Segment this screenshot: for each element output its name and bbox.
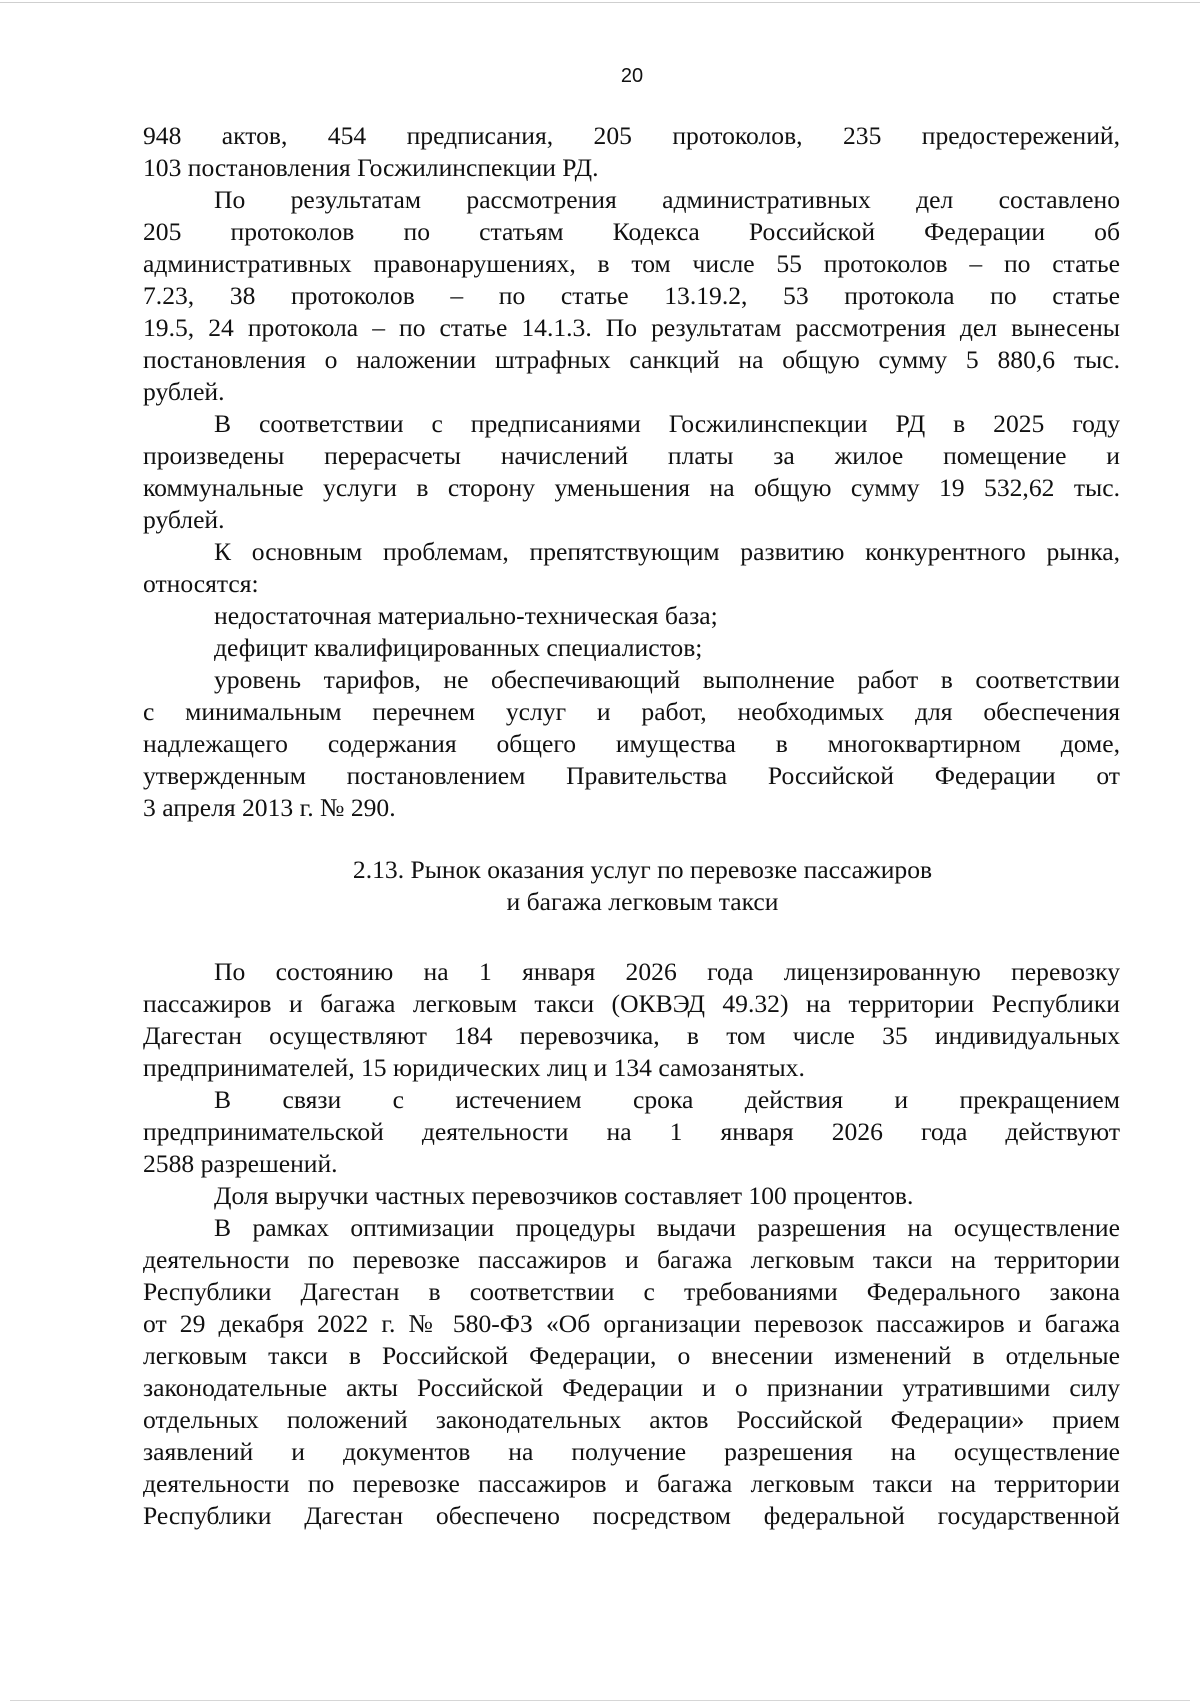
- body-line: рублей.: [143, 505, 225, 534]
- body-line: утвержденным постановлением Правительства Российской Федерации от: [143, 761, 1120, 790]
- body-line: 19.5, 24 протокола – по статье 14.1.3. По результатам рассмотрения дел вынесены: [143, 313, 1120, 342]
- body-line: По результатам рассмотрения административных дел составлено: [214, 185, 1120, 214]
- body-line: По состоянию на 1 января 2026 года лицензированную перевозку: [214, 957, 1120, 986]
- section-heading-line: 2.13. Рынок оказания услуг по перевозке пассажиров: [352, 855, 933, 884]
- body-line: деятельности по перевозке пассажиров и багажа легковым такси на территории: [143, 1469, 1120, 1498]
- body-line: В соответствии с предписаниями Госжилинспекции РД в 2025 году: [214, 409, 1120, 438]
- body-line: 205 протоколов по статьям Кодекса Российской Федерации об: [143, 217, 1120, 246]
- body-line: деятельности по перевозке пассажиров и багажа легковым такси на территории: [143, 1245, 1120, 1274]
- body-line: предпринимателей, 15 юридических лиц и 134 самозанятых.: [143, 1053, 805, 1082]
- body-line: коммунальные услуги в сторону уменьшения на общую сумму 19 532,62 тыс.: [143, 473, 1120, 502]
- body-line: Республики Дагестан обеспечено посредством федеральной государственной: [143, 1501, 1120, 1530]
- list-item: дефицит квалифицированных специалистов;: [214, 633, 703, 662]
- body-line: с минимальным перечнем услуг и работ, необходимых для обеспечения: [143, 697, 1120, 726]
- body-line: от 29 декабря 2022 г. № 580-ФЗ «Об организации перевозок пассажиров и багажа: [143, 1309, 1120, 1338]
- body-line: рублей.: [143, 377, 225, 406]
- body-line: законодательные акты Российской Федерации и о признании утратившими силу: [143, 1373, 1120, 1402]
- scan-edge-top: [0, 2, 1200, 3]
- body-line: произведены перерасчеты начислений платы за жилое помещение и: [143, 441, 1120, 470]
- body-line: 2588 разрешений.: [143, 1149, 338, 1178]
- list-item: недостаточная материально-техническая база;: [214, 601, 718, 630]
- body-line: В рамках оптимизации процедуры выдачи разрешения на осуществление: [214, 1213, 1120, 1242]
- body-line: пассажиров и багажа легковым такси (ОКВЭД 49.32) на территории Республики: [143, 989, 1120, 1018]
- list-item: уровень тарифов, не обеспечивающий выполнение работ в соответствии: [214, 665, 1120, 694]
- body-line: 103 постановления Госжилинспекции РД.: [143, 153, 599, 182]
- body-line: заявлений и документов на получение разрешения на осуществление: [143, 1437, 1120, 1466]
- body-line: административных правонарушениях, в том числе 55 протоколов – по статье: [143, 249, 1120, 278]
- body-line: Доля выручки частных перевозчиков составляет 100 процентов.: [214, 1181, 914, 1210]
- body-line: 3 апреля 2013 г. № 290.: [143, 793, 396, 822]
- body-line: Республики Дагестан в соответствии с требованиями Федерального закона: [143, 1277, 1120, 1306]
- body-line: 7.23, 38 протоколов – по статье 13.19.2, 53 протокола по статье: [143, 281, 1120, 310]
- body-line: относятся:: [143, 569, 259, 598]
- body-line: Дагестан осуществляют 184 перевозчика, в том числе 35 индивидуальных: [143, 1021, 1120, 1050]
- section-heading: [143, 854, 1120, 918]
- body-line: постановления о наложении штрафных санкций на общую сумму 5 880,6 тыс.: [143, 345, 1120, 374]
- body-line: К основным проблемам, препятствующим развитию конкурентного рынка,: [214, 537, 1120, 566]
- body-line: отдельных положений законодательных актов Российской Федерации» прием: [143, 1405, 1120, 1434]
- body-line: предпринимательской деятельности на 1 января 2026 года действуют: [143, 1117, 1120, 1146]
- body-line: 948 актов, 454 предписания, 205 протоколов, 235 предостережений,: [143, 121, 1120, 150]
- scan-edge-bottom: [10, 1700, 1190, 1701]
- page-number: 20: [620, 65, 644, 87]
- section-heading-line: и багажа легковым такси: [506, 887, 779, 916]
- body-line: легковым такси в Российской Федерации, о внесении изменений в отдельные: [143, 1341, 1120, 1370]
- body-line: надлежащего содержания общего имущества в многоквартирном доме,: [143, 729, 1120, 758]
- document-body: [143, 120, 1120, 1532]
- body-line: В связи с истечением срока действия и прекращением: [214, 1085, 1120, 1114]
